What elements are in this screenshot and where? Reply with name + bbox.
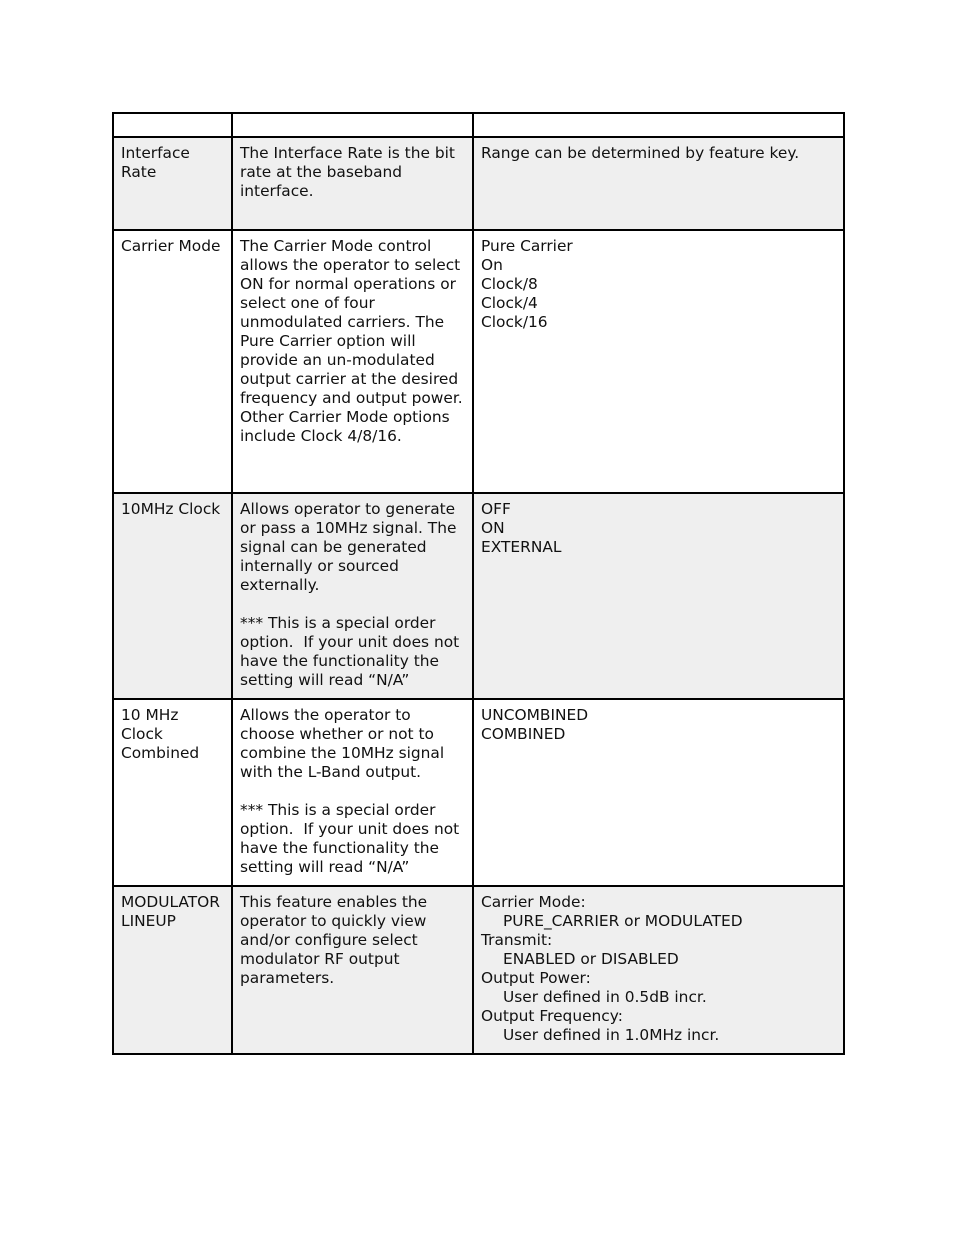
description-text: Allows operator to generate or pass a 10MHz signal. The signal can be generated internally or sourced externally.: [240, 500, 462, 594]
special-order-note: *** This is a special order option. If your unit does not have the functionality the setting will read “N/A”: [240, 801, 465, 876]
table-row: [113, 886, 844, 1054]
special-order-note: *** This is a special order option. If your unit does not have the functionality the setting will read “N/A”: [240, 614, 465, 689]
parameter-name: MODULATOR LINEUP: [121, 893, 225, 930]
lineup-value: User defined in 1.0MHz incr.: [503, 1026, 720, 1044]
description-cell: [232, 699, 473, 886]
lineup-label: Output Power:: [481, 969, 591, 987]
parameter-name-cell: [113, 886, 232, 1054]
parameter-name: 10 MHz Clock Combined: [121, 706, 200, 762]
header-cell-description: [232, 113, 473, 137]
value-option: ON: [481, 519, 505, 537]
description-cell: [232, 886, 473, 1054]
values-cell: [473, 493, 844, 699]
lineup-label: Carrier Mode:: [481, 893, 586, 911]
table-row: [113, 493, 844, 699]
description-cell: [232, 137, 473, 230]
parameter-table: [112, 112, 845, 1055]
parameter-name-cell: [113, 137, 232, 230]
table-header-row: [113, 113, 844, 137]
value-text: Range can be determined by feature key.: [481, 144, 800, 162]
value-option: UNCOMBINED: [481, 706, 589, 724]
parameter-name-cell: [113, 699, 232, 886]
description-text: The Carrier Mode control allows the operator to select ON for normal operations or select one of four unmodulated carriers. The Pure Carrier option will provide an un-modulated output carrier at the desired frequency and output power. Other Carrier Mode options include Clock 4/8/16.: [240, 237, 468, 445]
lineup-value: ENABLED or DISABLED: [503, 950, 679, 968]
value-option: COMBINED: [481, 725, 566, 743]
parameter-name: Interface Rate: [121, 144, 195, 181]
lineup-label: Output Frequency:: [481, 1007, 623, 1025]
description-text: This feature enables the operator to quickly view and/or configure select modulator RF output parameters.: [240, 893, 433, 987]
lineup-value: PURE_CARRIER or MODULATED: [503, 912, 743, 930]
paragraph-spacer: [240, 595, 466, 614]
parameter-name-cell: [113, 230, 232, 493]
value-option: OFF: [481, 500, 511, 518]
value-option: Clock/4: [481, 294, 538, 312]
header-cell-parameter: [113, 113, 232, 137]
parameter-name: 10MHz Clock: [121, 500, 221, 518]
values-cell: [473, 699, 844, 886]
table-row: [113, 137, 844, 230]
value-option: Pure Carrier: [481, 237, 573, 255]
parameter-name-cell: [113, 493, 232, 699]
parameter-name: Carrier Mode: [121, 237, 221, 255]
description-text: Allows the operator to choose whether or not to combine the 10MHz signal with the L-Band output.: [240, 706, 450, 781]
paragraph-spacer: [240, 782, 466, 801]
description-cell: [232, 230, 473, 493]
description-cell: [232, 493, 473, 699]
value-option: Clock/16: [481, 313, 548, 331]
value-option: Clock/8: [481, 275, 538, 293]
header-cell-values: [473, 113, 844, 137]
values-cell: [473, 886, 844, 1054]
lineup-value: User defined in 0.5dB incr.: [503, 988, 707, 1006]
table-row: [113, 230, 844, 493]
value-option: On: [481, 256, 503, 274]
table-row: [113, 699, 844, 886]
values-cell: [473, 230, 844, 493]
values-cell: [473, 137, 844, 230]
description-text: The Interface Rate is the bit rate at the baseband interface.: [240, 144, 460, 200]
lineup-label: Transmit:: [481, 931, 553, 949]
value-option: EXTERNAL: [481, 538, 562, 556]
